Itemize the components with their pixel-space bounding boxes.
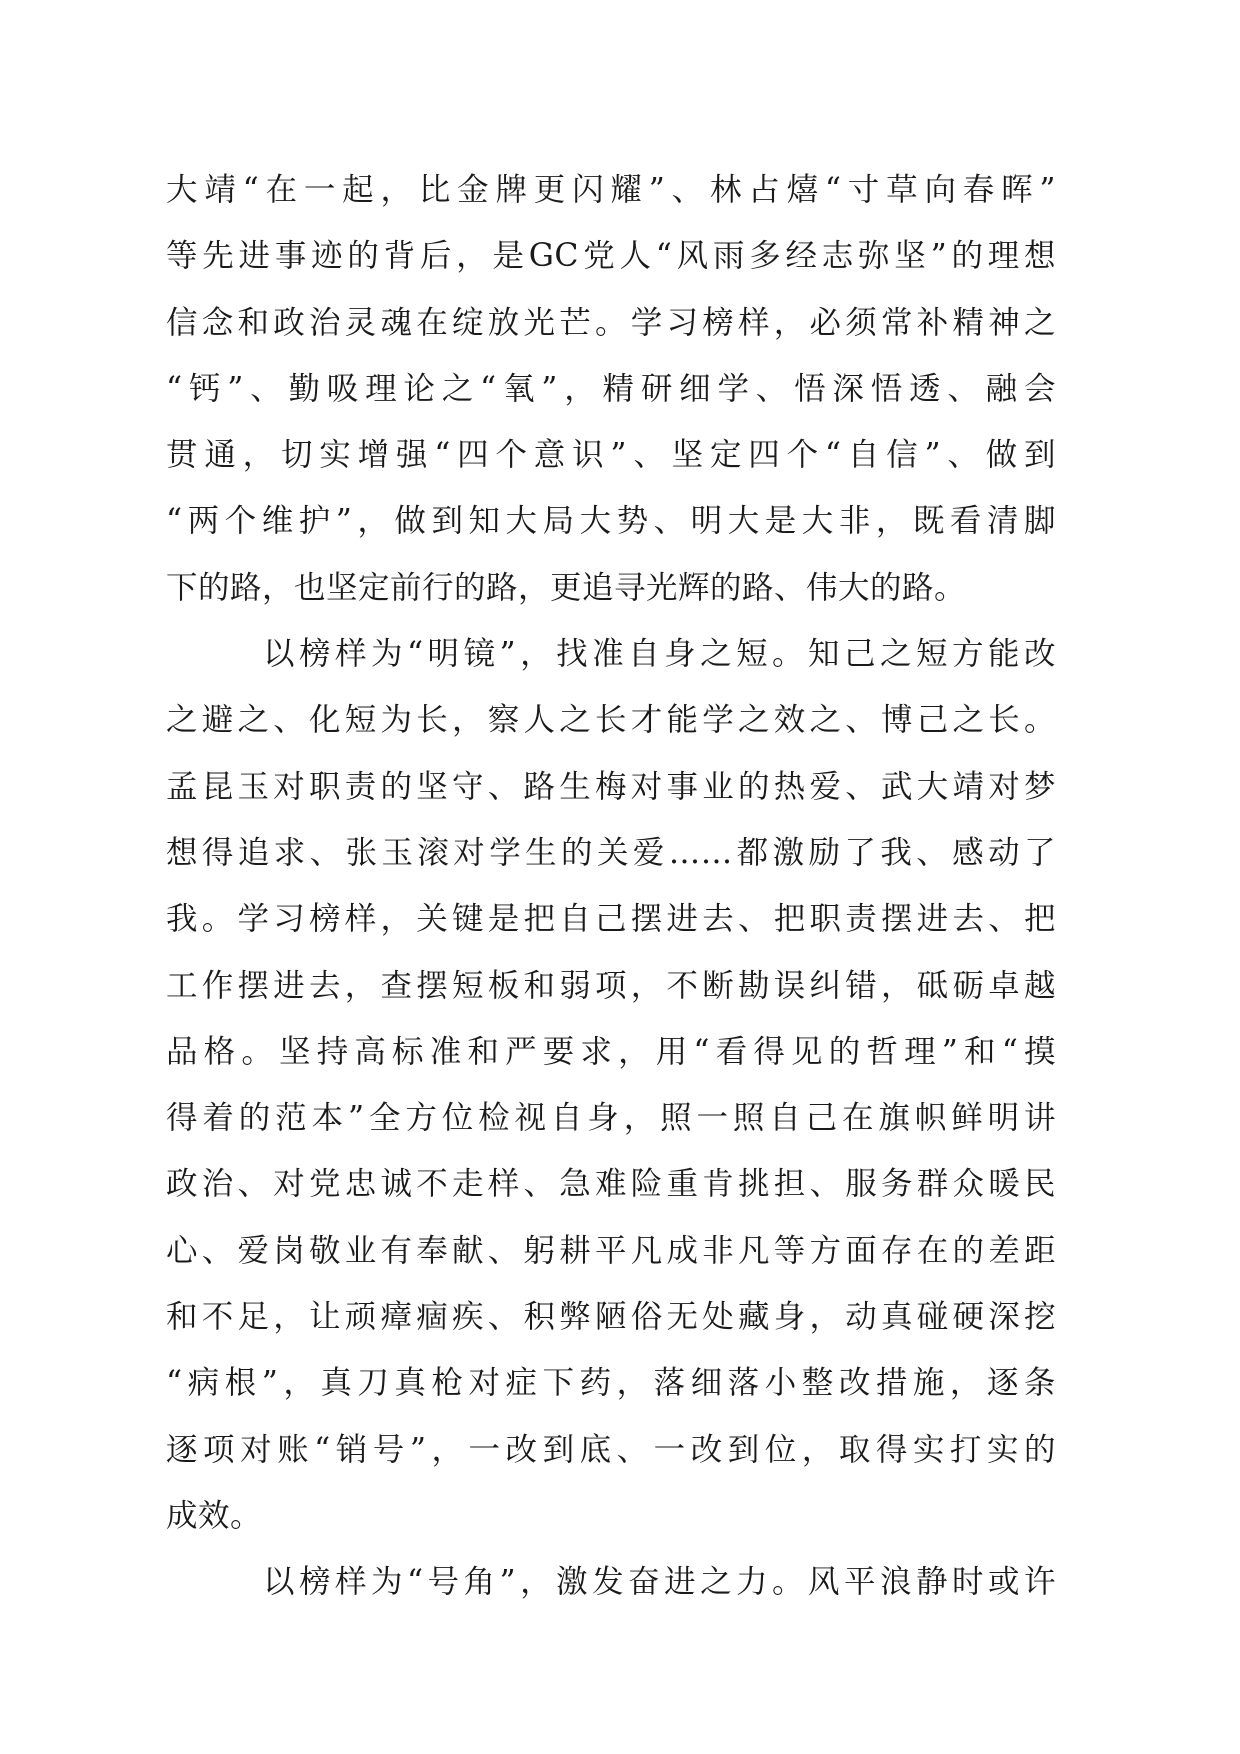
text-line: 心、爱岗敬业有奉献、躬耕平凡成非凡等方面存在的差距 [166,1232,1056,1269]
text-line: 和不足，让顽瘴痼疾、积弊陋俗无处藏身，动真碰硬深挖 [166,1299,1056,1336]
text-line: 政治、对党忠诚不走样、急难险重肯挑担、服务群众暖民 [166,1166,1056,1203]
text-line: 品格。坚持高标准和严要求，用“看得见的哲理”和“摸 [166,1033,1056,1070]
text-line: “钙”、勤吸理论之“氧”，精研细学、悟深悟透、融会 [166,370,1056,407]
text-line: “病根”，真刀真枪对症下药，落细落小整改措施，逐条 [166,1365,1056,1402]
text-line: 之避之、化短为长，察人之长才能学之效之、博己之长。 [166,702,1056,739]
text-line: 孟昆玉对职责的坚守、路生梅对事业的热爱、武大靖对梦 [166,768,1056,805]
body-text [166,157,1056,1616]
text-line: 大靖“在一起，比金牌更闪耀”、林占熺“寸草向春晖” [166,172,1056,208]
paragraph-2 [166,621,1056,1549]
text-line: 以榜样为“号角”，激发奋进之力。风平浪静时或许 [263,1564,1056,1601]
text-line: 下的路，也坚定前行的路，更追寻光辉的路、伟大的路。 [166,569,967,606]
text-line: 成效。 [166,1497,263,1534]
paragraph-1 [166,157,1056,621]
text-line: 我。学习榜样，关键是把自己摆进去、把职责摆进去、把 [166,901,1056,938]
text-line: 等先进事迹的背后，是GC党人“风雨多经志弥坚”的理想 [166,238,1056,275]
text-line: 得着的范本”全方位检视自身，照一照自己在旗帜鲜明讲 [166,1100,1056,1137]
text-line: 贯通，切实增强“四个意识”、坚定四个“自信”、做到 [166,437,1056,474]
text-line: 想得追求、张玉滚对学生的关爱……都激励了我、感动了 [166,834,1056,871]
text-line: “两个维护”，做到知大局大势、明大是大非，既看清脚 [166,503,1056,540]
text-line: 以榜样为“明镜”，找准自身之短。知己之短方能改 [263,636,1056,673]
paragraph-3 [166,1549,1056,1615]
text-line: 逐项对账“销号”，一改到底、一改到位，取得实打实的 [166,1431,1056,1468]
text-line: 工作摆进去，查摆短板和弱项，不断勘误纠错，砥砺卓越 [166,967,1056,1004]
text-line: 信念和政治灵魂在绽放光芒。学习榜样，必须常补精神之 [166,304,1056,341]
